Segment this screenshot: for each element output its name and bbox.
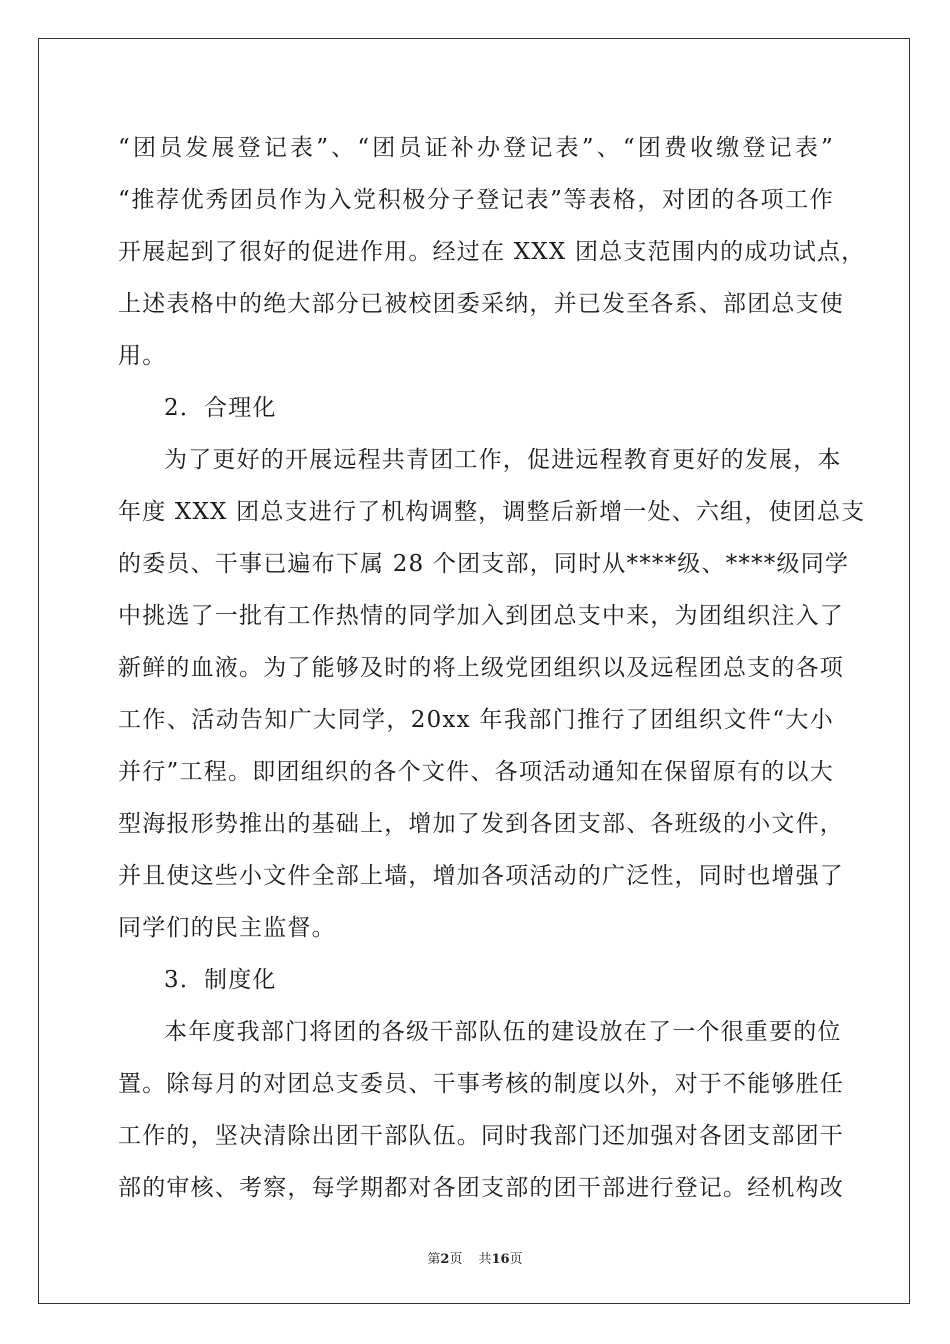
text-line: 同学们的民主监督。: [118, 915, 336, 941]
total-pages-prefix: 共: [478, 1252, 492, 1267]
text-line: 为了更好的开展远程共青团工作，促进远程教育更好的发展，本: [164, 447, 842, 473]
total-pages: 16: [491, 1252, 510, 1267]
text-line: 开展起到了很好的促进作用。经过在 XXX 团总支范围内的成功试点，: [118, 239, 866, 265]
text-line: 部的审核、考察，每学期都对各团支部的团干部进行登记。经机构改: [118, 1175, 844, 1201]
text-line: “推荐优秀团员作为入党积极分子登记表”等表格，对团的各项工作: [118, 187, 834, 213]
total-pages-suffix: 页: [509, 1252, 523, 1267]
text-line: 用。: [118, 343, 167, 369]
text-line: 上述表格中的绝大部分已被校团委采纳，并已发至各系、部团总支使: [118, 291, 844, 317]
page-footer: [0, 1248, 950, 1267]
text-line: 型海报形势推出的基础上，增加了发到各团支部、各班级的小文件，: [118, 811, 844, 837]
text-line: 并行”工程。即团组织的各个文件、各项活动通知在保留原有的以大: [118, 759, 834, 785]
text-line: “团员发展登记表”、“团员证补办登记表”、“团费收缴登记表”: [118, 135, 834, 161]
page-number-suffix: 页: [449, 1252, 463, 1267]
text-line: 置。除每月的对团总支委员、干事考核的制度以外，对于不能够胜任: [118, 1071, 844, 1097]
text-line: 工作、活动告知广大同学，20xx 年我部门推行了团组织文件“大小: [118, 707, 834, 733]
text-line: 并且使这些小文件全部上墙，增加各项活动的广泛性，同时也增强了: [118, 863, 844, 889]
text-line: 年度 XXX 团总支进行了机构调整，调整后新增一处、六组，使团总支: [118, 499, 866, 525]
text-line: 2．合理化: [164, 395, 277, 421]
text-line: 新鲜的血液。为了能够及时的将上级党团组织以及远程团总支的各项: [118, 655, 844, 681]
page-number-prefix: 第: [427, 1252, 441, 1267]
text-line: 中挑选了一批有工作热情的同学加入到团总支中来，为团组织注入了: [118, 603, 844, 629]
text-line: 本年度我部门将团的各级干部队伍的建设放在了一个很重要的位: [164, 1019, 842, 1045]
page-number: 2: [440, 1252, 450, 1267]
document-body: [118, 122, 866, 1214]
text-line: 工作的，坚决清除出团干部队伍。同时我部门还加强对各团支部团干: [118, 1123, 844, 1149]
text-line: 3．制度化: [164, 967, 277, 993]
text-line: 的委员、干事已遍布下属 28 个团支部，同时从****级、****级同学: [118, 551, 850, 577]
